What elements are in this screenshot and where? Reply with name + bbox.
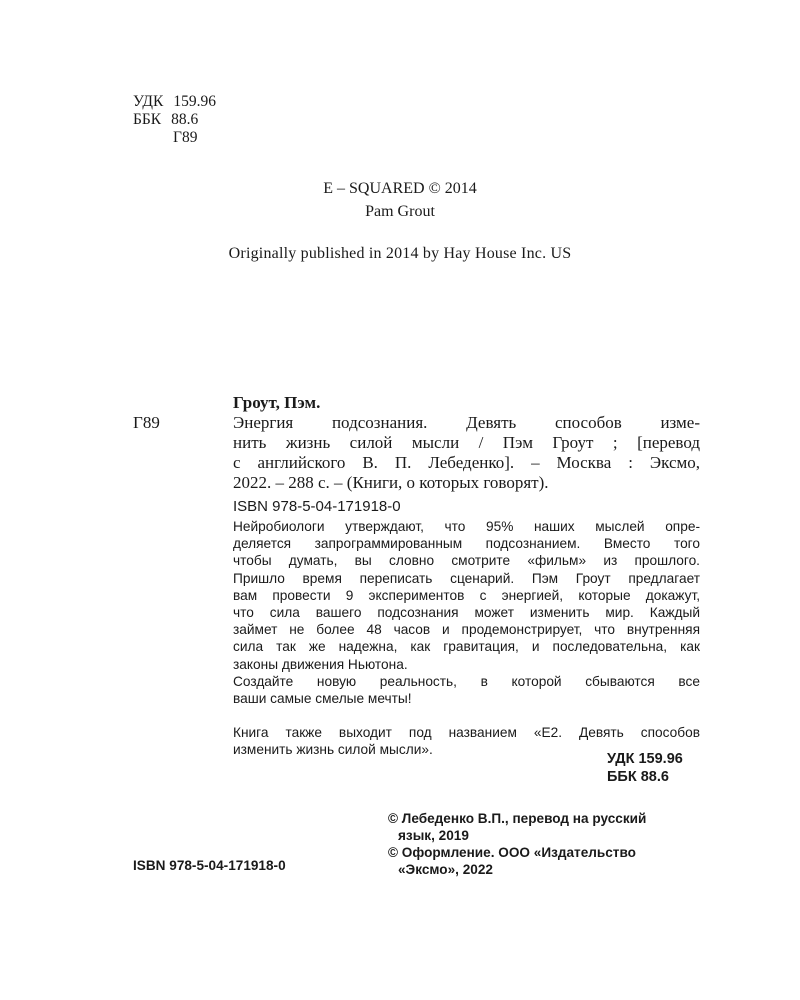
description-line: ваши самые смелые мечты! xyxy=(233,691,412,707)
footer-copyright xyxy=(388,810,700,878)
copyright-line: © Оформление. ООО «Издательство xyxy=(388,845,636,860)
bbk-label: ББК xyxy=(133,111,162,128)
entry-isbn: ISBN 978-5-04-171918-0 xyxy=(233,498,401,515)
bbk-value: 88.6 xyxy=(171,111,199,128)
description-line: сила так же надежна, как гравитация, и последовательна, как xyxy=(233,639,700,655)
description-line: Нейробиологи утверждают, что 95% наших мыслей опре- xyxy=(233,519,700,534)
title-line: 2022. – 288 с. – (Книги, о которых говорят). xyxy=(233,473,549,492)
udk-label: УДК xyxy=(133,93,164,110)
title-line: нить жизнь силой мысли / Пэм Гроут ; [перевод xyxy=(233,433,700,452)
author-code: Г89 xyxy=(173,129,198,146)
entry-title xyxy=(233,413,700,493)
copyright-line: © Лебеденко В.П., перевод на русский xyxy=(388,811,647,826)
description-line: Книга также выходит под названием «Е2. Девять способов xyxy=(233,725,700,741)
original-copyright: E – SQUARED © 2014 xyxy=(323,180,477,197)
classification-block xyxy=(133,93,216,147)
footer-bbk: ББК 88.6 xyxy=(607,769,669,785)
copyright-line: «Эксмо», 2022 xyxy=(398,862,493,877)
description-line: изменить жизнь силой мысли». xyxy=(233,742,433,758)
description-line: вам провести 9 экспериментов с энергией, которые докажут, xyxy=(233,587,700,603)
description-line: законы движения Ньютона. xyxy=(233,656,408,672)
description-line: что сила вашего подсознания может изменить мир. Каждый xyxy=(233,605,700,621)
description-line: Пришло время переписать сценарий. Пэм Гроут предлагает xyxy=(233,570,700,586)
title-line: Энергия подсознания. Девять способов изме- xyxy=(233,413,700,432)
udk-value: 159.96 xyxy=(173,93,216,110)
description-line: займет не более 48 часов и продемонстрирует, что внутренняя xyxy=(233,622,700,638)
footer-udk: УДК 159.96 xyxy=(607,751,683,767)
copyright-line: язык, 2019 xyxy=(398,828,469,843)
description-line: деляется запрограммированным подсознанием. Вместо того xyxy=(233,536,700,552)
description xyxy=(233,518,700,759)
original-author: Pam Grout xyxy=(365,203,435,220)
description-line: Создайте новую реальность, в которой сбываются все xyxy=(233,673,700,689)
title-line: с английского В. П. Лебеденко]. – Москва : Эксмо, xyxy=(233,453,700,472)
original-publication: Originally published in 2014 by Hay House Inc. US xyxy=(228,245,572,262)
footer-isbn: ISBN 978-5-04-171918-0 xyxy=(133,858,286,873)
description-line: чтобы думать, вы словно смотрите «фильм» из прошлого. xyxy=(233,553,700,569)
entry-code: Г89 xyxy=(133,413,160,432)
bbk-row xyxy=(133,111,216,129)
entry-author-heading: Гроут, Пэм. xyxy=(233,393,321,412)
description-spacer xyxy=(233,707,700,724)
footer-classification xyxy=(607,750,683,786)
udk-row xyxy=(133,93,216,111)
